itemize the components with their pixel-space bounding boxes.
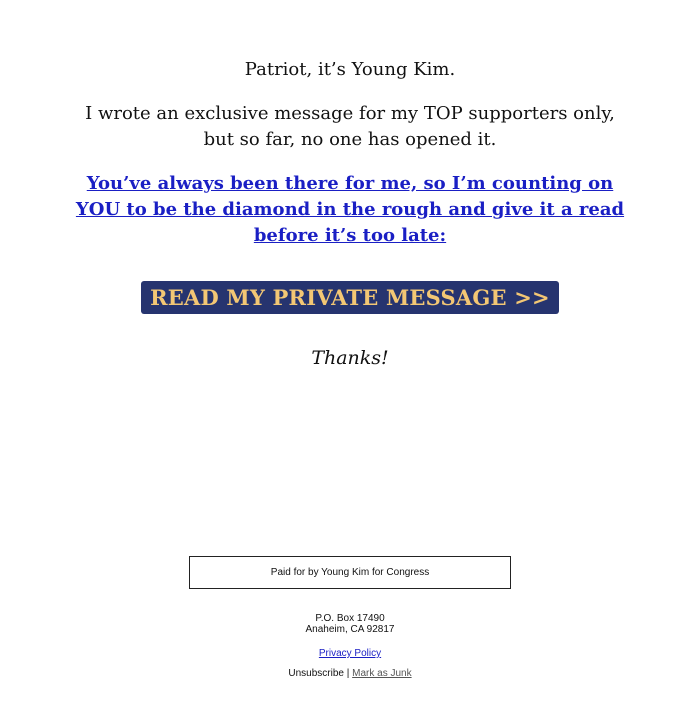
thanks-text: Thanks!: [311, 347, 389, 369]
unsubscribe-link[interactable]: Unsubscribe: [288, 668, 344, 679]
footer-separator: |: [346, 668, 350, 679]
message-text: I wrote an exclusive message for my TOP supporters only, but so far, no one has opened it.: [85, 103, 615, 150]
button-container: [0, 281, 700, 314]
greeting-text: Patriot, it’s Young Kim.: [244, 59, 456, 80]
address-line-2: Anaheim, CA 92817: [305, 624, 395, 635]
address-line-1: P.O. Box 17490: [315, 613, 385, 624]
privacy-row: [0, 648, 700, 660]
paid-for-disclaimer: Paid for by Young Kim for Congress: [189, 556, 511, 589]
unsubscribe-row: [0, 668, 700, 680]
cta-link[interactable]: You’ve always been there for me, so I’m counting on YOU to be the diamond in the rough and give it a read before it’s too late:: [75, 173, 625, 246]
read-private-message-button[interactable]: READ MY PRIVATE MESSAGE >>: [141, 281, 559, 314]
privacy-policy-link[interactable]: Privacy Policy: [318, 648, 382, 659]
mark-as-junk-link[interactable]: Mark as Junk: [352, 668, 412, 679]
mailing-address: [0, 613, 700, 635]
